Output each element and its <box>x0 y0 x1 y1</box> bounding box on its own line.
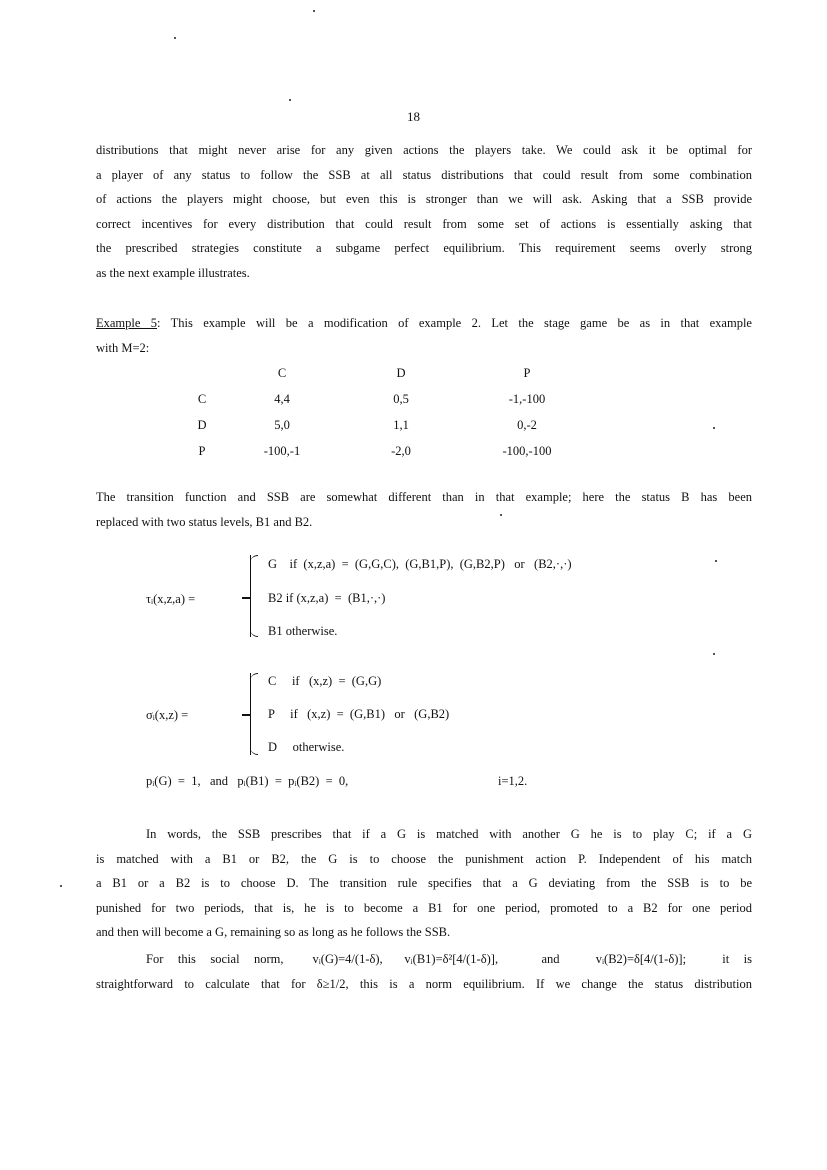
text-line: In words, the SSB prescribes that if a G is matched with another G he is to play C; if a G <box>146 827 752 841</box>
column-header: P <box>523 365 531 380</box>
p-definition: pᵢ(G) = 1, and pᵢ(B1) = pᵢ(B2) = 0, <box>146 774 349 788</box>
corner-cell <box>188 360 216 386</box>
sigma-lhs: σᵢ(x,z) = <box>146 708 189 722</box>
scan-speck <box>174 37 176 39</box>
scan-speck <box>713 653 715 655</box>
payoff-cell: -2,0 <box>391 443 411 458</box>
example-5-intro <box>96 311 752 360</box>
text-line: a player of any status to follow the SSB at all status distributions that could result from some combination <box>96 167 752 182</box>
tau-case: G if (x,z,a) = (G,G,C), (G,B1,P), (G,B2,P) or (B2,·,·) <box>268 557 572 571</box>
payoff-cell: 4,4 <box>274 391 290 406</box>
index-range: i=1,2. <box>498 774 528 788</box>
tau-brace <box>250 555 259 637</box>
text-line: and then will become a G, remaining so as long as he follows the SSB. <box>96 925 451 940</box>
text-line: a B1 or a B2 is to choose D. The transition rule specifies that a G deviating from the SSB is to be <box>96 876 752 891</box>
sigma-brace-tip <box>242 714 250 716</box>
tau-case: B2 if (x,z,a) = (B1,·,·) <box>268 591 386 605</box>
tau-brace-tip <box>242 597 250 599</box>
text-line: with M=2: <box>96 340 150 355</box>
scan-speck <box>500 514 502 516</box>
scan-speck <box>289 99 291 101</box>
row-header: C <box>197 391 207 406</box>
text-line: The transition function and SSB are somewhat different than in that example; here the status B has been <box>96 490 752 504</box>
sigma-case: D otherwise. <box>268 740 345 754</box>
payoff-cell: 0,-2 <box>517 417 537 432</box>
text-line: distributions that might never arise for any given actions the players take. We could ask it be optimal for <box>96 143 752 157</box>
paragraph-in-words <box>96 822 752 945</box>
text-line: correct incentives for every distribution that could result from some set of actions is essentially asking that <box>96 216 752 231</box>
row-header: P <box>198 443 206 458</box>
paragraph-social-norm <box>96 947 752 996</box>
text-line: punished for two periods, that is, he is to become a B1 for one period, promoted to a B2 for one period <box>96 900 752 915</box>
column-header: D <box>396 365 406 380</box>
example-label: Example 5 <box>96 316 158 330</box>
text-line: replaced with two status levels, B1 and B2. <box>96 514 313 529</box>
scan-speck <box>713 427 715 429</box>
scan-speck <box>60 885 62 887</box>
text-line: of actions the players might choose, but even this is stronger than we will ask. Asking that a SSB provide <box>96 192 752 207</box>
text-line: as the next example illustrates. <box>96 265 250 280</box>
sigma-brace <box>250 673 259 755</box>
scan-speck <box>715 560 717 562</box>
tau-lhs: τᵢ(x,z,a) = <box>146 592 196 606</box>
page-number: 18 <box>407 109 420 124</box>
sigma-case: C if (x,z) = (G,G) <box>268 674 382 688</box>
text-line: is matched with a B1 or B2, the G is to choose the punishment action P. Independent of his match <box>96 851 752 866</box>
payoff-cell: 1,1 <box>393 417 409 432</box>
paragraph-subgame-perfect <box>96 138 752 286</box>
scan-speck <box>313 10 315 12</box>
payoff-cell: 5,0 <box>274 417 290 432</box>
text-line: For this social norm, vᵢ(G)=4/(1-δ), vᵢ(B1)=δ²[4/(1-δ)], and vᵢ(B2)=δ[4/(1-δ)]; it is <box>146 952 752 966</box>
payoff-row <box>188 412 600 438</box>
column-header: C <box>277 365 287 380</box>
payoff-cell: 0,5 <box>393 391 409 406</box>
payoff-row <box>188 386 600 412</box>
payoff-cell: -1,-100 <box>508 391 546 406</box>
tau-case: B1 otherwise. <box>268 624 338 638</box>
example-heading-line <box>96 311 752 336</box>
sigma-case: P if (x,z) = (G,B1) or (G,B2) <box>268 707 450 721</box>
row-header: D <box>197 417 207 432</box>
payoff-cell: -100,-1 <box>263 443 301 458</box>
example-text: : This example will be a modification of example 2. Let the stage game be as in that example <box>157 316 752 330</box>
payoff-header-row <box>188 360 600 386</box>
payoff-row <box>188 438 600 464</box>
payoff-cell: -100,-100 <box>502 443 552 458</box>
text-line: straightforward to calculate that for δ≥1/2, this is a norm equilibrium. If we change the status distribution <box>96 976 752 991</box>
text-line: the prescribed strategies constitute a subgame perfect equilibrium. This requirement seems overly strong <box>96 241 752 256</box>
payoff-matrix <box>188 360 600 464</box>
paragraph-transition-intro <box>96 485 752 534</box>
